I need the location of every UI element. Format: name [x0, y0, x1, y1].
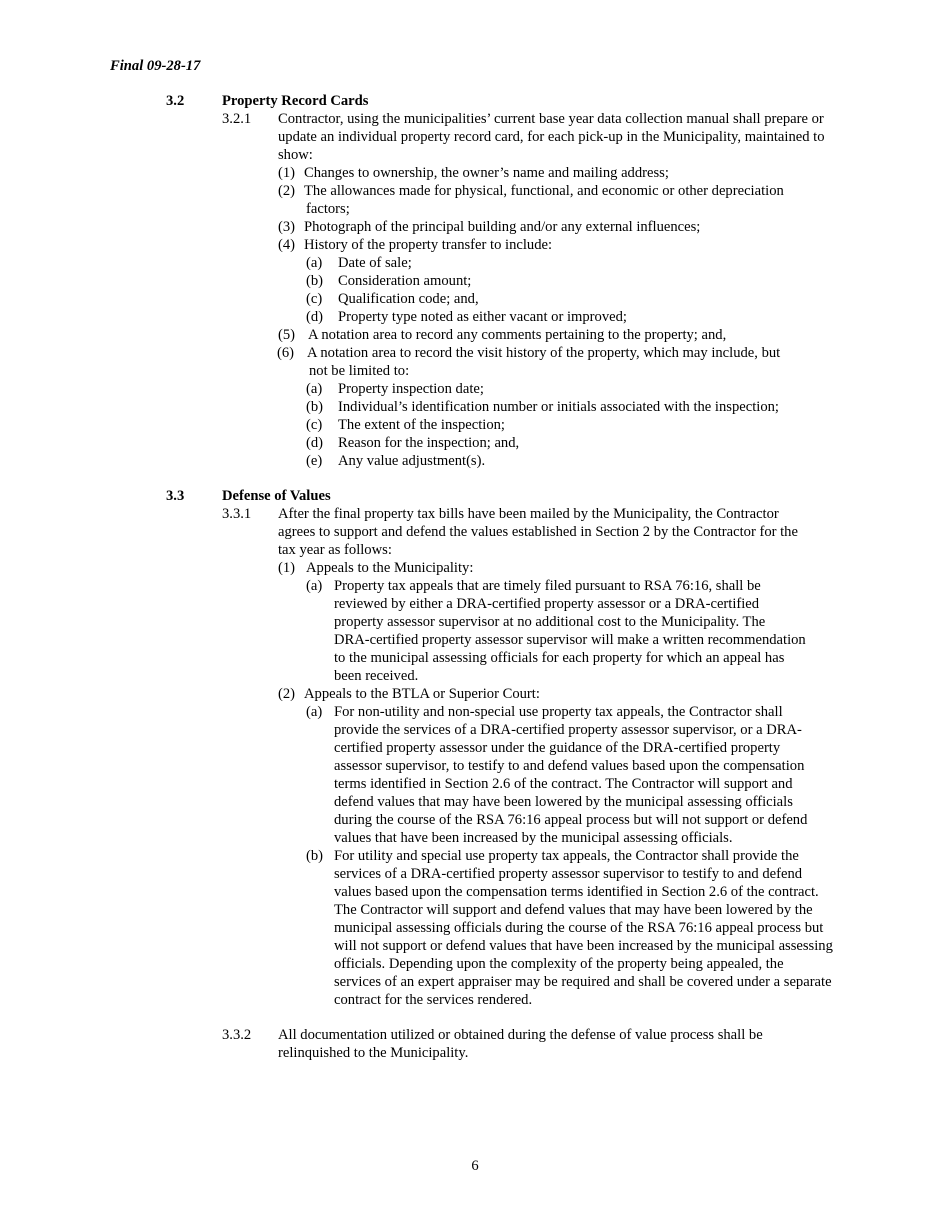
sub-item-letter: (c): [306, 291, 323, 307]
section-3-3-number: 3.3: [166, 488, 185, 504]
sub-item-letter: (b): [306, 399, 324, 415]
list-item-number: (4): [278, 237, 296, 253]
sub-item-text: Consideration amount;: [338, 273, 472, 289]
list-item-number: (1): [278, 560, 296, 576]
list-item-text: Photograph of the principal building and/or any external influences;: [304, 219, 701, 235]
list-item-text: A notation area to record any comments pertaining to the property; and,: [308, 327, 727, 343]
draft-date-header: Final 09-28-17: [110, 58, 201, 74]
sub-item-letter: (b): [306, 273, 324, 289]
sub-item-text: Property type noted as either vacant or improved;: [338, 309, 627, 325]
sub-item-letter: (a): [306, 704, 323, 720]
sub-item-text: Individual’s identification number or initials associated with the inspection;: [338, 399, 779, 415]
sub-item-text: Reason for the inspection; and,: [338, 435, 520, 451]
section-3-2-number: 3.2: [166, 93, 185, 109]
paragraph-3-2-1-line: update an individual property record card, for each pick-up in the Municipality, maintained to: [278, 129, 825, 145]
sub-item-letter: (c): [306, 417, 323, 433]
sub-item-text: services of an expert appraiser may be required and shall be covered under a separate: [334, 974, 832, 990]
sub-item-text: been received.: [334, 668, 419, 684]
list-item-text: The allowances made for physical, functional, and economic or other depreciation: [304, 183, 784, 199]
sub-item-text: certified property assessor under the guidance of the DRA-certified property: [334, 740, 781, 756]
sub-item-text: DRA-certified property assessor supervisor will make a written recommendation: [334, 632, 806, 648]
sub-item-letter: (a): [306, 255, 323, 271]
sub-item-text: will not support or defend values that have been increased by the municipal assessing: [334, 938, 833, 954]
paragraph-3-2-1-number: 3.2.1: [222, 111, 252, 127]
list-item-text: History of the property transfer to include:: [304, 237, 553, 253]
sub-item-text: contract for the services rendered.: [334, 992, 533, 1008]
paragraph-3-3-2-line: All documentation utilized or obtained during the defense of value process shall be: [278, 1027, 763, 1043]
list-item-text: Appeals to the Municipality:: [306, 560, 474, 576]
sub-item-text: reviewed by either a DRA-certified property assessor or a DRA-certified: [334, 596, 760, 612]
list-item-text: Changes to ownership, the owner’s name and mailing address;: [304, 165, 669, 181]
list-item-number: (5): [278, 327, 296, 343]
sub-item-text: The Contractor will support and defend values that may have been lowered by the: [334, 902, 813, 918]
list-item-text: A notation area to record the visit history of the property, which may include, but: [307, 345, 781, 361]
paragraph-3-3-2-number: 3.3.2: [222, 1027, 252, 1043]
sub-item-letter: (a): [306, 578, 323, 594]
sub-item-letter: (a): [306, 381, 323, 397]
sub-item-text: provide the services of a DRA-certified property assessor supervisor, or a DRA-: [334, 722, 802, 738]
paragraph-3-3-1-number: 3.3.1: [222, 506, 252, 522]
list-item-number: (3): [278, 219, 296, 235]
sub-item-text: property assessor supervisor at no additional cost to the Municipality. The: [334, 614, 766, 630]
sub-item-letter: (e): [306, 453, 323, 469]
sub-item-text: to the municipal assessing officials for each property for which an appeal has: [334, 650, 785, 666]
page-number: 6: [471, 1158, 479, 1174]
sub-item-letter: (d): [306, 309, 324, 325]
paragraph-3-2-1-line: Contractor, using the municipalities’ current base year data collection manual shall prepare or: [278, 111, 824, 127]
list-item-number: (6): [277, 345, 295, 361]
sub-item-text: municipal assessing officials during the course of the RSA 76:16 appeal process but: [334, 920, 824, 936]
sub-item-text: officials. Depending upon the complexity of the property being appealed, the: [334, 956, 784, 972]
sub-item-text: Property tax appeals that are timely filed pursuant to RSA 76:16, shall be: [334, 578, 761, 594]
list-item-text: not be limited to:: [309, 363, 410, 379]
list-item-text: Appeals to the BTLA or Superior Court:: [304, 686, 540, 702]
sub-item-letter: (d): [306, 435, 324, 451]
sub-item-text: values that have been increased by the municipal assessing officials.: [334, 830, 733, 846]
section-3-2-title: Property Record Cards: [222, 93, 369, 109]
section-3-3-title: Defense of Values: [222, 488, 331, 504]
paragraph-3-3-1-line: agrees to support and defend the values established in Section 2 by the Contractor for the: [278, 524, 798, 540]
sub-item-letter: (b): [306, 848, 324, 864]
paragraph-3-3-1-line: After the final property tax bills have been mailed by the Municipality, the Contractor: [278, 506, 779, 522]
list-item-number: (1): [278, 165, 296, 181]
paragraph-3-3-2-line: relinquished to the Municipality.: [278, 1045, 469, 1061]
sub-item-text: during the course of the RSA 76:16 appeal process but will not support or defend: [334, 812, 808, 828]
sub-item-text: defend values that may have been lowered by the municipal assessing officials: [334, 794, 793, 810]
sub-item-text: services of a DRA-certified property assessor supervisor to testify to and defend: [334, 866, 803, 882]
sub-item-text: Qualification code; and,: [338, 291, 479, 307]
list-item-number: (2): [278, 686, 296, 702]
sub-item-text: Date of sale;: [338, 255, 412, 271]
sub-item-text: assessor supervisor, to testify to and defend values based upon the compensation: [334, 758, 805, 774]
paragraph-3-2-1-line: show:: [278, 147, 313, 163]
sub-item-text: terms identified in Section 2.6 of the contract. The Contractor will support and: [334, 776, 793, 792]
sub-item-text: Property inspection date;: [338, 381, 484, 397]
paragraph-3-3-1-line: tax year as follows:: [278, 542, 392, 558]
list-item-text: factors;: [306, 201, 350, 217]
list-item-number: (2): [278, 183, 296, 199]
sub-item-text: Any value adjustment(s).: [338, 453, 486, 469]
sub-item-text: For utility and special use property tax appeals, the Contractor shall provide the: [334, 848, 799, 864]
sub-item-text: The extent of the inspection;: [338, 417, 505, 433]
sub-item-text: For non-utility and non-special use property tax appeals, the Contractor shall: [334, 704, 783, 720]
sub-item-text: values based upon the compensation terms identified in Section 2.6 of the contract.: [334, 884, 819, 900]
